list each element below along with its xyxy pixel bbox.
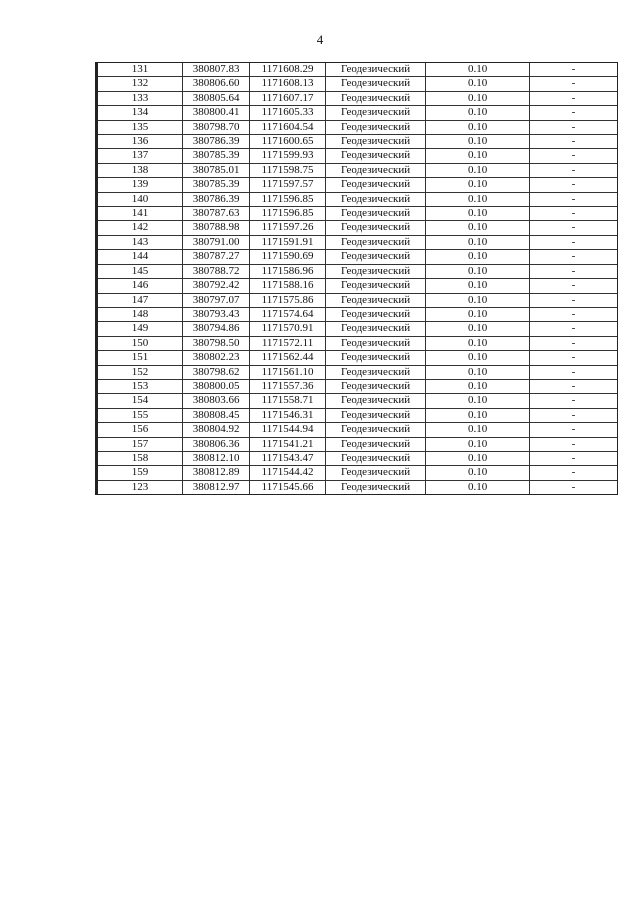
x-coordinate-cell: 380787.27 bbox=[182, 250, 249, 264]
y-coordinate-cell: 1171575.86 bbox=[250, 293, 325, 307]
method-cell: Геодезический bbox=[325, 178, 426, 192]
note-cell: - bbox=[529, 279, 617, 293]
accuracy-cell: 0.10 bbox=[426, 106, 530, 120]
y-coordinate-cell: 1171561.10 bbox=[250, 365, 325, 379]
accuracy-cell: 0.10 bbox=[426, 322, 530, 336]
point-number-cell: 153 bbox=[98, 379, 182, 393]
accuracy-cell: 0.10 bbox=[426, 178, 530, 192]
x-coordinate-cell: 380812.10 bbox=[182, 451, 249, 465]
accuracy-cell: 0.10 bbox=[426, 221, 530, 235]
x-coordinate-cell: 380785.39 bbox=[182, 178, 249, 192]
coordinates-table bbox=[95, 62, 618, 495]
point-number-cell: 157 bbox=[98, 437, 182, 451]
point-number-cell: 148 bbox=[98, 307, 182, 321]
note-cell: - bbox=[529, 466, 617, 480]
note-cell: - bbox=[529, 77, 617, 91]
accuracy-cell: 0.10 bbox=[426, 408, 530, 422]
y-coordinate-cell: 1171544.42 bbox=[250, 466, 325, 480]
point-number-cell: 151 bbox=[98, 351, 182, 365]
point-number-cell: 150 bbox=[98, 336, 182, 350]
method-cell: Геодезический bbox=[325, 451, 426, 465]
accuracy-cell: 0.10 bbox=[426, 207, 530, 221]
x-coordinate-cell: 380793.43 bbox=[182, 307, 249, 321]
accuracy-cell: 0.10 bbox=[426, 192, 530, 206]
table-row bbox=[98, 250, 617, 264]
method-cell: Геодезический bbox=[325, 480, 426, 494]
method-cell: Геодезический bbox=[325, 394, 426, 408]
point-number-cell: 137 bbox=[98, 149, 182, 163]
x-coordinate-cell: 380807.83 bbox=[182, 63, 249, 77]
method-cell: Геодезический bbox=[325, 63, 426, 77]
y-coordinate-cell: 1171572.11 bbox=[250, 336, 325, 350]
point-number-cell: 145 bbox=[98, 264, 182, 278]
note-cell: - bbox=[529, 322, 617, 336]
method-cell: Геодезический bbox=[325, 135, 426, 149]
accuracy-cell: 0.10 bbox=[426, 235, 530, 249]
y-coordinate-cell: 1171570.91 bbox=[250, 322, 325, 336]
accuracy-cell: 0.10 bbox=[426, 149, 530, 163]
note-cell: - bbox=[529, 106, 617, 120]
table-row bbox=[98, 279, 617, 293]
accuracy-cell: 0.10 bbox=[426, 63, 530, 77]
point-number-cell: 147 bbox=[98, 293, 182, 307]
table-row bbox=[98, 408, 617, 422]
method-cell: Геодезический bbox=[325, 120, 426, 134]
x-coordinate-cell: 380802.23 bbox=[182, 351, 249, 365]
point-number-cell: 143 bbox=[98, 235, 182, 249]
method-cell: Геодезический bbox=[325, 322, 426, 336]
x-coordinate-cell: 380788.98 bbox=[182, 221, 249, 235]
point-number-cell: 139 bbox=[98, 178, 182, 192]
accuracy-cell: 0.10 bbox=[426, 307, 530, 321]
point-number-cell: 133 bbox=[98, 91, 182, 105]
y-coordinate-cell: 1171543.47 bbox=[250, 451, 325, 465]
point-number-cell: 123 bbox=[98, 480, 182, 494]
y-coordinate-cell: 1171558.71 bbox=[250, 394, 325, 408]
table-row bbox=[98, 307, 617, 321]
method-cell: Геодезический bbox=[325, 408, 426, 422]
page-number: 4 bbox=[316, 32, 324, 47]
note-cell: - bbox=[529, 235, 617, 249]
accuracy-cell: 0.10 bbox=[426, 437, 530, 451]
point-number-cell: 144 bbox=[98, 250, 182, 264]
table-row bbox=[98, 264, 617, 278]
table-row bbox=[98, 379, 617, 393]
method-cell: Геодезический bbox=[325, 293, 426, 307]
accuracy-cell: 0.10 bbox=[426, 91, 530, 105]
accuracy-cell: 0.10 bbox=[426, 135, 530, 149]
y-coordinate-cell: 1171599.93 bbox=[250, 149, 325, 163]
table-row bbox=[98, 91, 617, 105]
x-coordinate-cell: 380812.97 bbox=[182, 480, 249, 494]
point-number-cell: 134 bbox=[98, 106, 182, 120]
method-cell: Геодезический bbox=[325, 91, 426, 105]
method-cell: Геодезический bbox=[325, 279, 426, 293]
y-coordinate-cell: 1171605.33 bbox=[250, 106, 325, 120]
table-row bbox=[98, 322, 617, 336]
y-coordinate-cell: 1171541.21 bbox=[250, 437, 325, 451]
x-coordinate-cell: 380794.86 bbox=[182, 322, 249, 336]
accuracy-cell: 0.10 bbox=[426, 423, 530, 437]
y-coordinate-cell: 1171546.31 bbox=[250, 408, 325, 422]
accuracy-cell: 0.10 bbox=[426, 379, 530, 393]
point-number-cell: 135 bbox=[98, 120, 182, 134]
note-cell: - bbox=[529, 250, 617, 264]
point-number-cell: 131 bbox=[98, 63, 182, 77]
point-number-cell: 154 bbox=[98, 394, 182, 408]
y-coordinate-cell: 1171544.94 bbox=[250, 423, 325, 437]
note-cell: - bbox=[529, 423, 617, 437]
table-row bbox=[98, 480, 617, 494]
note-cell: - bbox=[529, 63, 617, 77]
note-cell: - bbox=[529, 451, 617, 465]
note-cell: - bbox=[529, 437, 617, 451]
point-number-cell: 155 bbox=[98, 408, 182, 422]
table-row bbox=[98, 365, 617, 379]
x-coordinate-cell: 380798.62 bbox=[182, 365, 249, 379]
note-cell: - bbox=[529, 192, 617, 206]
x-coordinate-cell: 380798.50 bbox=[182, 336, 249, 350]
x-coordinate-cell: 380788.72 bbox=[182, 264, 249, 278]
x-coordinate-cell: 380805.64 bbox=[182, 91, 249, 105]
table-row bbox=[98, 221, 617, 235]
y-coordinate-cell: 1171588.16 bbox=[250, 279, 325, 293]
table-row bbox=[98, 394, 617, 408]
table-row bbox=[98, 163, 617, 177]
accuracy-cell: 0.10 bbox=[426, 451, 530, 465]
y-coordinate-cell: 1171545.66 bbox=[250, 480, 325, 494]
x-coordinate-cell: 380786.39 bbox=[182, 192, 249, 206]
method-cell: Геодезический bbox=[325, 77, 426, 91]
method-cell: Геодезический bbox=[325, 149, 426, 163]
y-coordinate-cell: 1171607.17 bbox=[250, 91, 325, 105]
note-cell: - bbox=[529, 480, 617, 494]
table-row bbox=[98, 451, 617, 465]
method-cell: Геодезический bbox=[325, 235, 426, 249]
point-number-cell: 146 bbox=[98, 279, 182, 293]
point-number-cell: 159 bbox=[98, 466, 182, 480]
note-cell: - bbox=[529, 207, 617, 221]
accuracy-cell: 0.10 bbox=[426, 351, 530, 365]
method-cell: Геодезический bbox=[325, 365, 426, 379]
x-coordinate-cell: 380800.41 bbox=[182, 106, 249, 120]
table-row bbox=[98, 192, 617, 206]
y-coordinate-cell: 1171597.57 bbox=[250, 178, 325, 192]
note-cell: - bbox=[529, 293, 617, 307]
method-cell: Геодезический bbox=[325, 307, 426, 321]
y-coordinate-cell: 1171596.85 bbox=[250, 192, 325, 206]
y-coordinate-cell: 1171591.91 bbox=[250, 235, 325, 249]
x-coordinate-cell: 380808.45 bbox=[182, 408, 249, 422]
x-coordinate-cell: 380797.07 bbox=[182, 293, 249, 307]
table-row bbox=[98, 466, 617, 480]
method-cell: Геодезический bbox=[325, 192, 426, 206]
point-number-cell: 142 bbox=[98, 221, 182, 235]
point-number-cell: 149 bbox=[98, 322, 182, 336]
table-row bbox=[98, 63, 617, 77]
table-row bbox=[98, 235, 617, 249]
method-cell: Геодезический bbox=[325, 379, 426, 393]
point-number-cell: 156 bbox=[98, 423, 182, 437]
y-coordinate-cell: 1171562.44 bbox=[250, 351, 325, 365]
table-row bbox=[98, 149, 617, 163]
method-cell: Геодезический bbox=[325, 264, 426, 278]
y-coordinate-cell: 1171598.75 bbox=[250, 163, 325, 177]
x-coordinate-cell: 380806.60 bbox=[182, 77, 249, 91]
y-coordinate-cell: 1171590.69 bbox=[250, 250, 325, 264]
method-cell: Геодезический bbox=[325, 351, 426, 365]
table-row bbox=[98, 178, 617, 192]
note-cell: - bbox=[529, 307, 617, 321]
table-row bbox=[98, 437, 617, 451]
method-cell: Геодезический bbox=[325, 106, 426, 120]
accuracy-cell: 0.10 bbox=[426, 279, 530, 293]
x-coordinate-cell: 380806.36 bbox=[182, 437, 249, 451]
method-cell: Геодезический bbox=[325, 466, 426, 480]
accuracy-cell: 0.10 bbox=[426, 480, 530, 494]
note-cell: - bbox=[529, 264, 617, 278]
note-cell: - bbox=[529, 149, 617, 163]
note-cell: - bbox=[529, 91, 617, 105]
point-number-cell: 136 bbox=[98, 135, 182, 149]
table-row bbox=[98, 336, 617, 350]
method-cell: Геодезический bbox=[325, 163, 426, 177]
y-coordinate-cell: 1171608.13 bbox=[250, 77, 325, 91]
method-cell: Геодезический bbox=[325, 207, 426, 221]
table-row bbox=[98, 77, 617, 91]
method-cell: Геодезический bbox=[325, 250, 426, 264]
x-coordinate-cell: 380798.70 bbox=[182, 120, 249, 134]
y-coordinate-cell: 1171557.36 bbox=[250, 379, 325, 393]
accuracy-cell: 0.10 bbox=[426, 250, 530, 264]
accuracy-cell: 0.10 bbox=[426, 394, 530, 408]
method-cell: Геодезический bbox=[325, 336, 426, 350]
x-coordinate-cell: 380786.39 bbox=[182, 135, 249, 149]
note-cell: - bbox=[529, 351, 617, 365]
table-row bbox=[98, 120, 617, 134]
note-cell: - bbox=[529, 336, 617, 350]
note-cell: - bbox=[529, 178, 617, 192]
method-cell: Геодезический bbox=[325, 437, 426, 451]
point-number-cell: 138 bbox=[98, 163, 182, 177]
y-coordinate-cell: 1171586.96 bbox=[250, 264, 325, 278]
note-cell: - bbox=[529, 394, 617, 408]
x-coordinate-cell: 380800.05 bbox=[182, 379, 249, 393]
accuracy-cell: 0.10 bbox=[426, 466, 530, 480]
x-coordinate-cell: 380792.42 bbox=[182, 279, 249, 293]
note-cell: - bbox=[529, 135, 617, 149]
x-coordinate-cell: 380804.92 bbox=[182, 423, 249, 437]
note-cell: - bbox=[529, 379, 617, 393]
accuracy-cell: 0.10 bbox=[426, 293, 530, 307]
accuracy-cell: 0.10 bbox=[426, 264, 530, 278]
note-cell: - bbox=[529, 408, 617, 422]
y-coordinate-cell: 1171596.85 bbox=[250, 207, 325, 221]
accuracy-cell: 0.10 bbox=[426, 77, 530, 91]
point-number-cell: 152 bbox=[98, 365, 182, 379]
point-number-cell: 158 bbox=[98, 451, 182, 465]
method-cell: Геодезический bbox=[325, 423, 426, 437]
accuracy-cell: 0.10 bbox=[426, 365, 530, 379]
note-cell: - bbox=[529, 120, 617, 134]
table-row bbox=[98, 293, 617, 307]
y-coordinate-cell: 1171608.29 bbox=[250, 63, 325, 77]
point-number-cell: 132 bbox=[98, 77, 182, 91]
point-number-cell: 141 bbox=[98, 207, 182, 221]
point-number-cell: 140 bbox=[98, 192, 182, 206]
x-coordinate-cell: 380812.89 bbox=[182, 466, 249, 480]
x-coordinate-cell: 380785.39 bbox=[182, 149, 249, 163]
table-row bbox=[98, 351, 617, 365]
table-row bbox=[98, 423, 617, 437]
x-coordinate-cell: 380803.66 bbox=[182, 394, 249, 408]
table-row bbox=[98, 135, 617, 149]
note-cell: - bbox=[529, 365, 617, 379]
table-row bbox=[98, 207, 617, 221]
accuracy-cell: 0.10 bbox=[426, 336, 530, 350]
x-coordinate-cell: 380787.63 bbox=[182, 207, 249, 221]
note-cell: - bbox=[529, 221, 617, 235]
y-coordinate-cell: 1171597.26 bbox=[250, 221, 325, 235]
coordinates-table-body bbox=[98, 63, 617, 494]
y-coordinate-cell: 1171600.65 bbox=[250, 135, 325, 149]
method-cell: Геодезический bbox=[325, 221, 426, 235]
accuracy-cell: 0.10 bbox=[426, 163, 530, 177]
x-coordinate-cell: 380791.00 bbox=[182, 235, 249, 249]
note-cell: - bbox=[529, 163, 617, 177]
table-row bbox=[98, 106, 617, 120]
accuracy-cell: 0.10 bbox=[426, 120, 530, 134]
y-coordinate-cell: 1171604.54 bbox=[250, 120, 325, 134]
y-coordinate-cell: 1171574.64 bbox=[250, 307, 325, 321]
x-coordinate-cell: 380785.01 bbox=[182, 163, 249, 177]
